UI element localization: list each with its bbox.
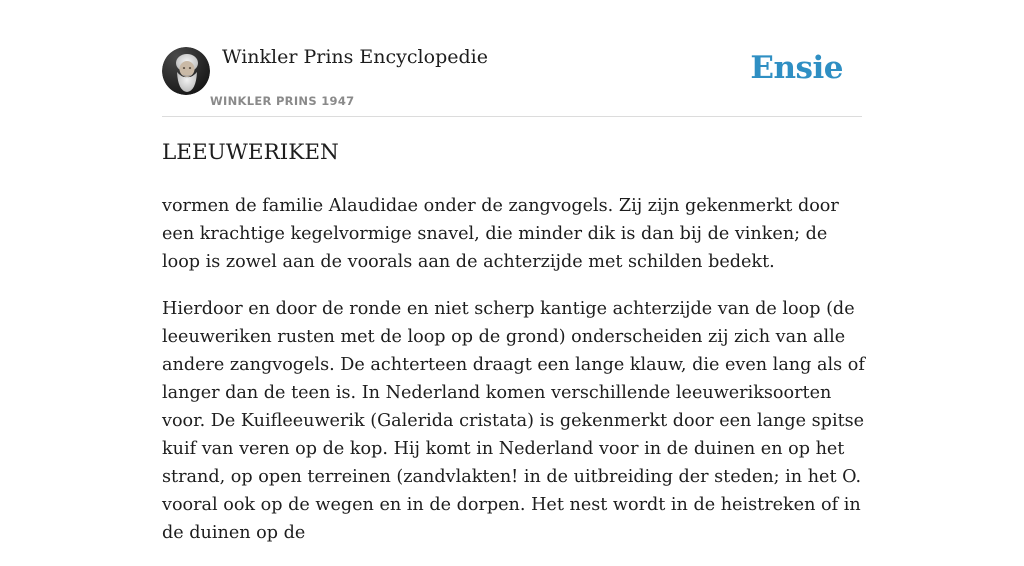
article-card <box>162 0 865 543</box>
article-paragraph: Hierdoor en door de ronde en niet scherp kantige achterzijde van de loop (de leeuweriken rusten met de loop op de grond) onderscheiden zij zich van alle andere zangvogels. De achterteen draagt een lange klauw, die even lang als of langer dan de teen is. In Nederland komen verschillende leeuweriksoorten voor. De Kuifleeuwerik (Galerida cristata) is gekenmerkt door een lange spitse kuif van veren op de kop. Hij komt in Nederland voor in de duinen en op het strand, op open terreinen (zandvlakten! in de uitbreiding der steden; in het O. vooral ook op de wegen en in de dorpen. Het nest wordt in de heistreken of in de duinen op de <box>162 299 865 543</box>
bearded-man-portrait-icon <box>162 47 210 95</box>
ensie-logo[interactable]: Ensie <box>750 50 843 86</box>
article-body <box>162 192 867 566</box>
article-paragraph: vormen de familie Alaudidae onder de zangvogels. Zij zijn gekenmerkt door een krachtige kegelvormige snavel, die minder dik is dan bij de vinken; de loop is zowel aan de voorals aan de achterzijde met schilden bedekt. <box>162 196 839 272</box>
article-header <box>162 0 862 117</box>
author-avatar[interactable] <box>162 47 210 95</box>
source-subtitle[interactable]: WINKLER PRINS 1947 <box>210 94 355 108</box>
source-title[interactable]: Winkler Prins Encyclopedie <box>222 46 488 68</box>
article-headword: LEEUWERIKEN <box>162 140 339 165</box>
